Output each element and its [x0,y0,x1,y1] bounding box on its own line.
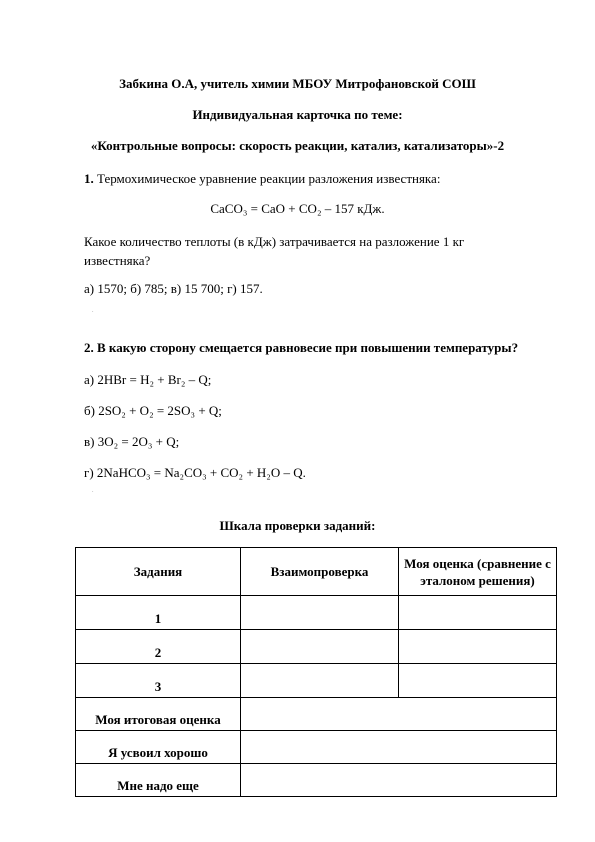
learned-well-label: Я усвоил хорошо [76,731,241,764]
question-1-prompt: Какое количество теплоты (в кДж) затрачивается на разложение 1 кг известняка? [84,234,465,268]
self-cell-1[interactable] [399,596,557,630]
option-a: а) 2HBr = H₂ + Br₂ – Q; [84,372,212,387]
task-2: 2 [76,630,241,664]
question-1-options: а) 1570; б) 785; в) 15 700; г) 157. [84,281,263,296]
marker-dot: . [92,308,94,314]
scale-table [75,547,557,797]
peer-cell-3[interactable] [241,664,399,698]
question-1 [84,169,524,188]
question-1-text: Термохимическое уравнение реакции разложения известняка: [97,171,441,186]
scale-title: Шкала проверки заданий: [219,518,376,533]
task-3: 3 [76,664,241,698]
question-2-number: 2. [84,340,94,355]
topic-title: «Контрольные вопросы: скорость реакции, катализ, катализаторы»-2 [90,138,505,153]
option-c: в) 3O₂ = 2O₃ + Q; [84,434,180,449]
self-cell-3[interactable] [399,664,557,698]
header-peer-review: Взаимопроверка [241,548,399,596]
question-2 [84,338,524,357]
question-1-number: 1. [84,171,94,186]
need-more-cell[interactable] [241,764,557,797]
marker-dot: . [92,488,94,494]
peer-cell-2[interactable] [241,630,399,664]
final-grade-label: Моя итоговая оценка [76,698,241,731]
learned-well-cell[interactable] [241,731,557,764]
need-more-label: Мне надо еще [76,764,241,797]
task-1: 1 [76,596,241,630]
peer-cell-1[interactable] [241,596,399,630]
option-d: г) 2NaHCO₃ = Na₂CO₃ + CO₂ + H₂O – Q. [84,465,306,480]
header-self-grade: Моя оценка (сравнение с эталоном решения) [399,548,557,596]
author-line: Забкина О.А, учитель химии МБОУ Митрофановской СОШ [119,76,476,91]
final-grade-cell[interactable] [241,698,557,731]
header-tasks: Задания [76,548,241,596]
equation-1: CaCO₃ = CaO + CO₂ – 157 кДж. [210,201,385,216]
self-cell-2[interactable] [399,630,557,664]
question-2-text: В какую сторону смещается равновесие при повышении температуры? [97,340,519,355]
option-b: б) 2SO₂ + O₂ = 2SO₃ + Q; [84,403,222,418]
card-title: Индивидуальная карточка по теме: [192,107,403,122]
